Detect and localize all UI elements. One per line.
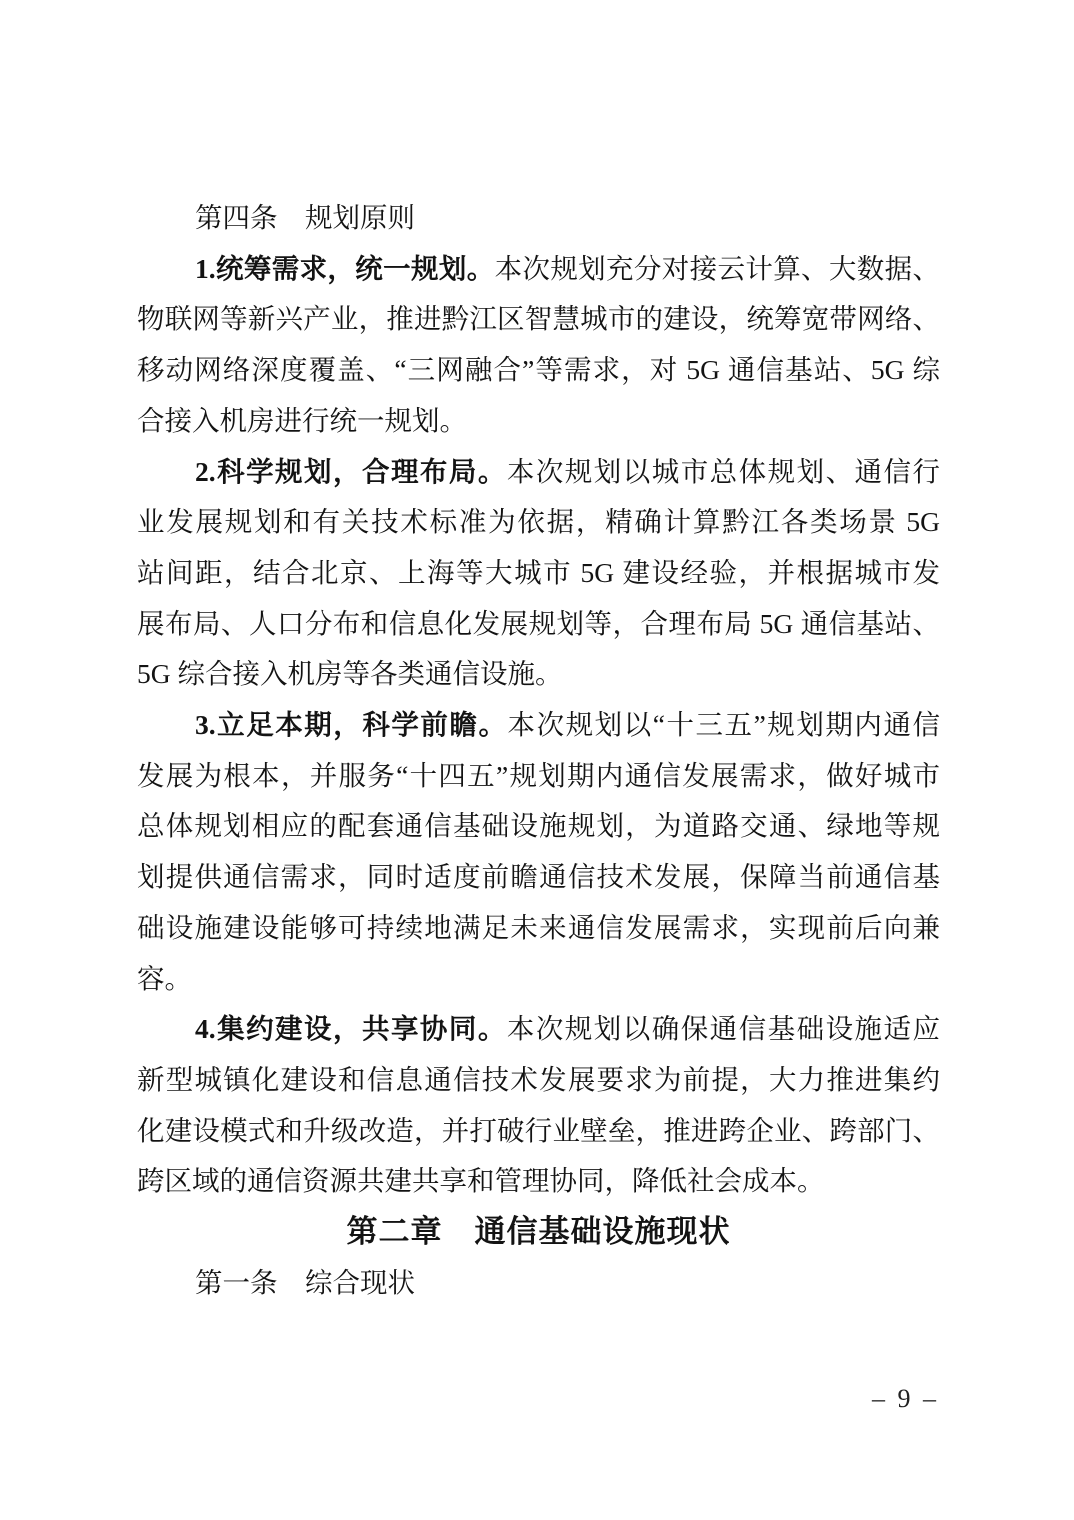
- paragraph-1-line-2: 物联网等新兴产业，推进黔江区智慧城市的建设，统筹宽带网络、: [137, 303, 940, 335]
- paragraph-2-line-1: [137, 447, 940, 498]
- chapter-heading: 第二章 通信基础设施现状: [346, 1214, 731, 1250]
- article-heading: 第四条 规划原则: [195, 202, 415, 233]
- paragraph-2-line-2: 业发展规划和有关技术标准为依据，精确计算黔江各类场景 5G: [137, 506, 940, 538]
- paragraph-4-line-2: 新型城镇化建设和信息通信技术发展要求为前提，大力推进集约: [137, 1063, 940, 1095]
- paragraph-3-line-1: [137, 700, 940, 751]
- paragraph-4-line-1-text: 本次规划以确保通信基础设施适应: [506, 1013, 941, 1045]
- paragraph-1-line-4: 合接入机房进行统一规划。: [137, 404, 467, 436]
- paragraph-3-lead: 3.立足本期，科学前瞻。: [195, 709, 508, 741]
- paragraph-2-line-3: 站间距，结合北京、上海等大城市 5G 建设经验，并根据城市发: [137, 556, 940, 588]
- paragraph-4-line-4: 跨区域的通信资源共建共享和管理协同，降低社会成本。: [137, 1165, 825, 1197]
- paragraph-2-line-1-text: 本次规划以城市总体规划、通信行: [506, 455, 941, 487]
- paragraph-2-lead: 2.科学规划，合理布局。: [195, 455, 507, 487]
- paragraph-1-line-1: [137, 244, 940, 295]
- paragraph-4-line-1: [137, 1004, 940, 1055]
- paragraph-4-line-3: 化建设模式和升级改造，并打破行业壁垒，推进跨企业、跨部门、: [137, 1114, 940, 1146]
- paragraph-2-line-5: 5G 综合接入机房等各类通信设施。: [137, 658, 563, 690]
- paragraph-4-lead: 4.集约建设，共享协同。: [195, 1013, 507, 1045]
- paragraph-3-line-5: 础设施建设能够可持续地满足未来通信发展需求，实现前后向兼: [137, 911, 940, 943]
- paragraph-3-line-2: 发展为根本，并服务“十四五”规划期内通信发展需求，做好城市: [137, 759, 940, 791]
- paragraph-1-line-1-text: 本次规划充分对接云计算、大数据、: [494, 252, 941, 284]
- paragraph-1-line-3: 移动网络深度覆盖、“三网融合”等需求，对 5G 通信基站、5G 综: [137, 354, 940, 386]
- page-number: – 9 –: [872, 1384, 939, 1413]
- document-content: [137, 193, 940, 1308]
- paragraph-2-line-4: 展布局、人口分布和信息化发展规划等，合理布局 5G 通信基站、: [137, 607, 940, 639]
- paragraph-1-lead: 1.统筹需求，统一规划。: [195, 252, 495, 284]
- subsection-heading: 第一条 综合现状: [195, 1266, 415, 1298]
- paragraph-3-line-4: 划提供通信需求，同时适度前瞻通信技术发展，保障当前通信基: [137, 861, 940, 893]
- paragraph-3-line-1-text: 本次规划以“十三五”规划期内通信: [507, 709, 940, 741]
- paragraph-3-line-3: 总体规划相应的配套通信基础设施规划，为道路交通、绿地等规: [137, 810, 940, 842]
- paragraph-3-line-6: 容。: [137, 962, 192, 994]
